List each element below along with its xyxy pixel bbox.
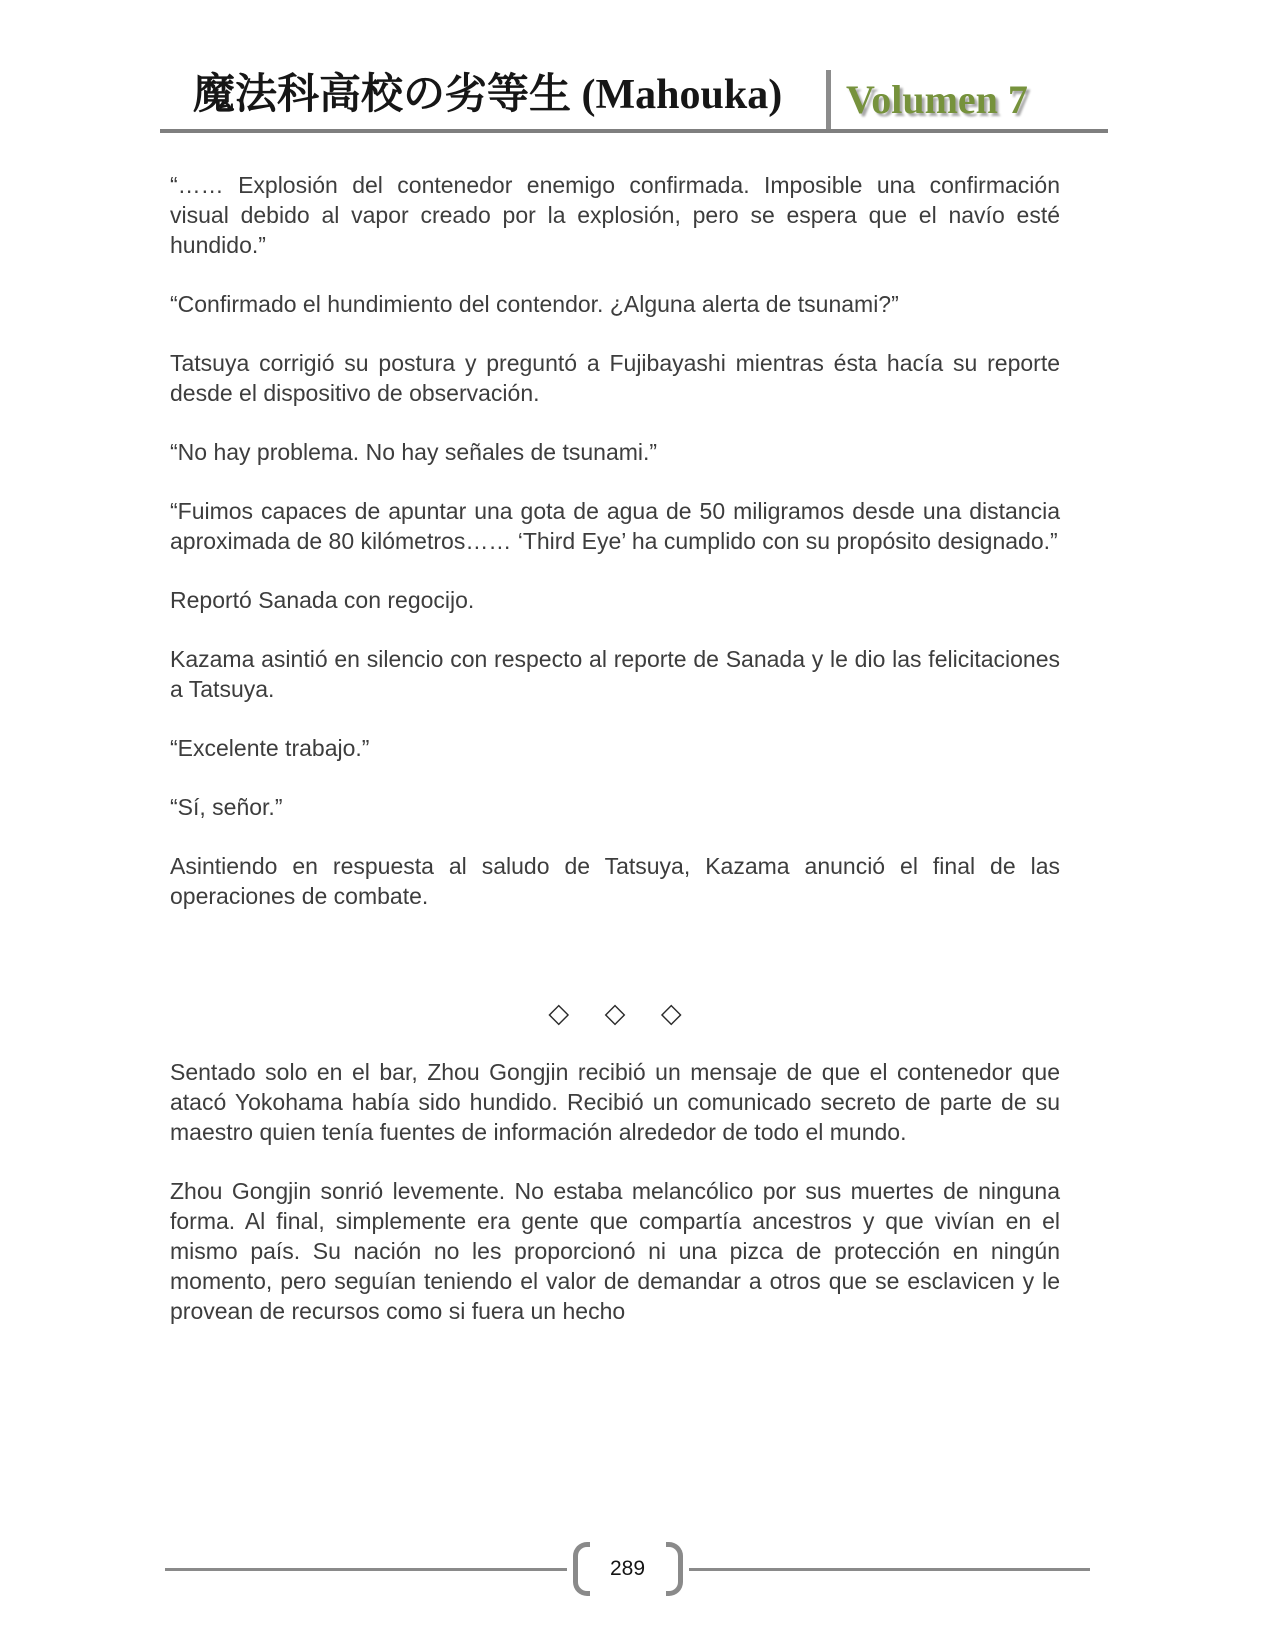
paragraph: “No hay problema. No hay señales de tsunami.” [170,439,658,465]
volume-label: Volumen 7 [846,77,1028,122]
page-body [170,170,1060,1355]
page-footer [165,1543,1090,1595]
paragraph: Tatsuya corrigió su postura y preguntó a Fujibayashi mientras ésta hacía su reporte desde el dispositivo de observación. [170,350,1060,406]
series-title: 魔法科高校の劣等生 (Mahouka) [193,72,783,118]
section-separator: ◇ ◇ ◇ [548,998,696,1028]
page-number: 289 [609,1557,646,1580]
footer-rule-left [165,1568,567,1571]
paragraph: “Sí, señor.” [170,794,283,820]
paragraph: “Confirmado el hundimiento del contendor. ¿Alguna alerta de tsunami?” [170,291,899,317]
paragraph: “…… Explosión del contenedor enemigo confirmada. Imposible una confirmación visual debido al vapor creado por la explosión, pero se espera que el navío esté hundido.” [170,172,1060,258]
paragraph: “Excelente trabajo.” [170,735,370,761]
paragraph: Reportó Sanada con regocijo. [170,587,475,613]
page-number-bracket-left [573,1542,590,1596]
paragraph: Asintiendo en respuesta al saludo de Tatsuya, Kazama anunció el final de las operaciones de combate. [170,853,1060,909]
header-rule [160,129,1108,133]
paragraph: Kazama asintió en silencio con respecto al reporte de Sanada y le dio las felicitaciones a Tatsuya. [170,646,1060,702]
footer-rule-right [689,1568,1091,1571]
page-number-bracket-right [666,1542,683,1596]
paragraph: Sentado solo en el bar, Zhou Gongjin recibió un mensaje de que el contenedor que atacó Yokohama había sido hundido. Recibió un comunicado secreto de parte de su maestro quien tenía fuentes de información alrededor de todo el mundo. [170,1059,1060,1145]
paragraph: Zhou Gongjin sonrió levemente. No estaba melancólico por sus muertes de ninguna forma. Al final, simplemente era gente que compartía ancestros y que vivían en el mismo país. Su nación no les proporcionó ni una pizca de protección en ningún momento, pero seguían teniendo el valor de demandar a otros que se esclavicen y le provean de recursos como si fuera un hecho [170,1178,1060,1324]
paragraph: “Fuimos capaces de apuntar una gota de agua de 50 miligramos desde una distancia aproximada de 80 kilómetros…… ‘Third Eye’ ha cumplido con su propósito designado.” [170,498,1060,554]
header-divider-bar [826,70,831,132]
